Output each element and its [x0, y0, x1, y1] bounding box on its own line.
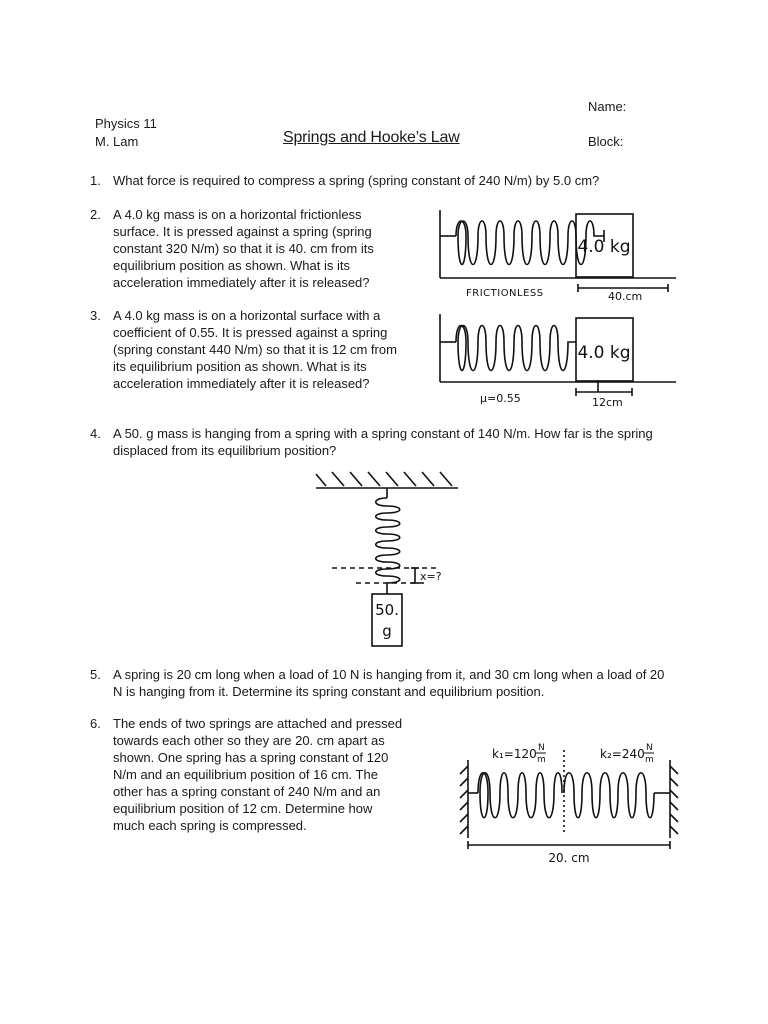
figure-3-friction-label: μ=0.55 — [480, 392, 521, 405]
figure-2-spring-mass — [436, 206, 684, 302]
teacher-label: M. Lam — [95, 134, 139, 149]
question-3-text: A 4.0 kg mass is on a horizontal surface with a coefficient of 0.55. It is pressed against a spring (spring constant 440 N/m) so that it is 12 cm from its equilibrium position as shown. What is its acceleration immediately after it is released? — [113, 308, 397, 391]
course-label: Physics 11 — [95, 116, 157, 131]
figure-4-mass-label-line1: 50. — [375, 601, 399, 619]
figure-4-hanging-spring — [312, 466, 462, 651]
question-2-text: A 4.0 kg mass is on a horizontal frictionless surface. It is pressed against a spring (spring constant 320 N/m) so that it is 40. cm from its equilibrium position as shown. What is its acceleration immediately after it is released? — [113, 207, 374, 290]
question-6-number: 6. — [90, 716, 101, 731]
block-label: Block: — [588, 134, 624, 149]
figure-3-spring-mass — [436, 310, 684, 408]
figure-6-k2-unit-num: N — [646, 743, 653, 753]
question-4-number: 4. — [90, 426, 101, 441]
figure-6-distance-label: 20. cm — [548, 851, 590, 865]
figure-4-mass-label-line2: g — [382, 622, 392, 640]
page-title: Springs and Hooke’s Law — [283, 129, 460, 146]
figure-6-k1-label: k₁=120 — [492, 747, 537, 761]
figure-2-distance-label: 40.cm — [608, 290, 643, 302]
figure-3-distance-label: 12cm — [592, 396, 623, 408]
figure-6-k2-unit-den: m — [645, 755, 654, 765]
figure-4-displacement-label: x=? — [420, 570, 442, 583]
name-label: Name: — [588, 99, 627, 114]
figure-6-k2-label: k₂=240 — [600, 747, 645, 761]
figure-2-surface-label: FRICTIONLESS — [466, 288, 544, 299]
question-1-number: 1. — [90, 173, 101, 188]
question-4-text: A 50. g mass is hanging from a spring with a spring constant of 140 N/m. How far is the spring displaced from its equilibrium position? — [113, 426, 653, 458]
question-2-number: 2. — [90, 207, 101, 222]
question-1-text: What force is required to compress a spring (spring constant of 240 N/m) by 5.0 cm? — [113, 173, 600, 188]
question-3-number: 3. — [90, 308, 101, 323]
figure-6-k1-unit-num: N — [538, 743, 545, 753]
figure-6-k1-unit-den: m — [537, 755, 546, 765]
question-6-text: The ends of two springs are attached and pressed towards each other so they are 20. cm apart as shown. One spring has a spring constant of 120 N/m and an equilibrium position of 16 cm. The other has a spring constant of 240 N/m and an equilibrium position of 12 cm. Determine how much each spring is compressed. — [113, 716, 403, 833]
figure-6-two-springs — [456, 738, 684, 868]
figure-3-mass-label: 4.0 kg — [577, 343, 631, 363]
question-5-text: A spring is 20 cm long when a load of 10 N is hanging from it, and 30 cm long when a load of 20 N is hanging from it. Determine its spring constant and equilibrium position. — [113, 667, 665, 699]
question-5-number: 5. — [90, 667, 101, 682]
figure-2-mass-label: 4.0 kg — [577, 237, 631, 257]
